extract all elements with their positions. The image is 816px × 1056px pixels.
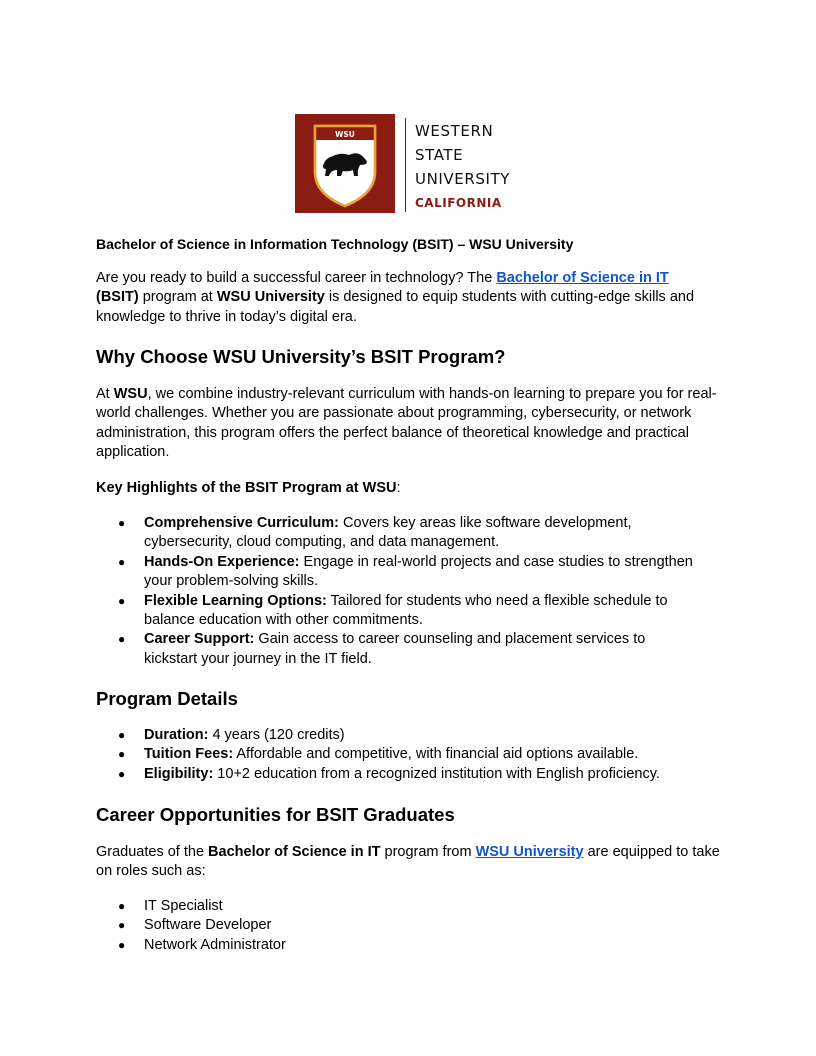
bullet-icon: ● [118, 593, 126, 608]
wsu-university-link[interactable]: WSU University [475, 844, 584, 860]
bsit-link[interactable]: Bachelor of Science in IT [496, 270, 669, 286]
bullet-icon: ● [118, 747, 126, 762]
intro-text-3: program at [138, 289, 217, 306]
detail-term: Eligibility: [144, 765, 214, 782]
logo-line-california: CALIFORNIA [415, 196, 502, 210]
career-text-3: are equipped to take on roles such as: [96, 844, 720, 880]
logo-emblem [295, 114, 395, 213]
list-item [118, 936, 698, 955]
intro-text-1: Are you ready to build a successful career in technology? The [96, 270, 497, 286]
why-heading: Why Choose WSU University’s BSIT Program? [96, 346, 506, 367]
logo-line-university: UNIVERSITY [415, 170, 511, 188]
list-item [118, 630, 698, 669]
list-item [118, 553, 698, 592]
bullet-icon: ● [118, 899, 126, 913]
bear-shield-icon [295, 114, 395, 213]
highlight-term: Flexible Learning Options: [144, 592, 327, 609]
career-paragraph [96, 843, 720, 882]
shield-text: WSU [335, 130, 355, 139]
detail-term: Duration: [144, 727, 209, 743]
why-text-1: At [96, 386, 114, 402]
intro-wsu-bold: WSU University [216, 289, 325, 306]
bullet-icon: ● [118, 516, 126, 530]
document-title: Bachelor of Science in Information Technology (BSIT) – WSU University [96, 236, 574, 252]
list-item [118, 765, 698, 784]
program-heading: Program Details [96, 688, 238, 709]
intro-bsit-bold: (BSIT) [96, 289, 139, 306]
highlight-term: Hands-On Experience: [144, 553, 300, 570]
career-bsit-bold: Bachelor of Science in IT [208, 844, 381, 860]
key-colon: : [396, 480, 401, 496]
detail-term: Tuition Fees: [144, 746, 234, 763]
why-text-2: , we combine industry-relevant curriculum with hands-on learning to prepare you for real-world challenges. Whether you are passionate about programming, cybersecurity, or network administration, this program offers the perfect balance of theoretical knowledge and practical application. [96, 386, 717, 461]
highlight-desc: Tailored for students who need a flexible schedule to balance education with other commitments. [144, 592, 668, 629]
list-item [118, 897, 698, 916]
role-label: IT Specialist [144, 898, 223, 914]
bullet-icon: ● [118, 728, 126, 742]
role-label: Network Administrator [144, 936, 286, 953]
list-item [118, 592, 698, 631]
highlight-desc: Gain access to career counseling and placement services to kickstart your journey in the IT field. [144, 631, 646, 667]
list-item [118, 514, 698, 553]
key-highlights-label [96, 479, 401, 498]
key-label-bold: Key Highlights of the BSIT Program at WSU [96, 480, 397, 496]
highlight-term: Comprehensive Curriculum: [144, 515, 339, 531]
roles-list [118, 897, 698, 955]
list-item [118, 745, 698, 764]
career-text-2: program from [380, 844, 476, 860]
career-text-1: Graduates of the [96, 844, 209, 860]
logo-wordmark [415, 119, 510, 215]
detail-desc: 4 years (120 credits) [208, 727, 345, 743]
list-item [118, 916, 698, 935]
why-paragraph [96, 385, 720, 463]
bullet-icon: ● [118, 918, 126, 933]
detail-desc: Affordable and competitive, with financial aid options available. [233, 746, 639, 763]
bullet-icon: ● [118, 632, 126, 647]
list-item [118, 726, 698, 745]
university-logo [295, 114, 535, 214]
role-label: Software Developer [144, 917, 272, 934]
career-heading: Career Opportunities for BSIT Graduates [96, 804, 455, 825]
intro-text-4: is designed to equip students with cutting-edge skills and knowledge to thrive in today’s digital era. [96, 289, 695, 325]
intro-paragraph [96, 269, 720, 327]
logo-line-state: STATE [415, 146, 464, 164]
bullet-icon: ● [118, 554, 126, 569]
detail-desc: 10+2 education from a recognized institution with English proficiency. [213, 765, 660, 782]
highlights-list [118, 514, 698, 669]
highlight-term: Career Support: [144, 631, 255, 648]
highlight-desc: Engage in real-world projects and case studies to strengthen your problem-solving skills. [144, 553, 693, 590]
program-details-list [118, 726, 698, 784]
why-wsu-bold: WSU [113, 386, 148, 402]
logo-divider [405, 118, 406, 212]
highlight-desc: Covers key areas like software development, cybersecurity, cloud computing, and data management. [144, 515, 632, 551]
logo-line-western: WESTERN [415, 122, 494, 140]
bullet-icon: ● [118, 937, 126, 952]
bullet-icon: ● [118, 766, 126, 781]
